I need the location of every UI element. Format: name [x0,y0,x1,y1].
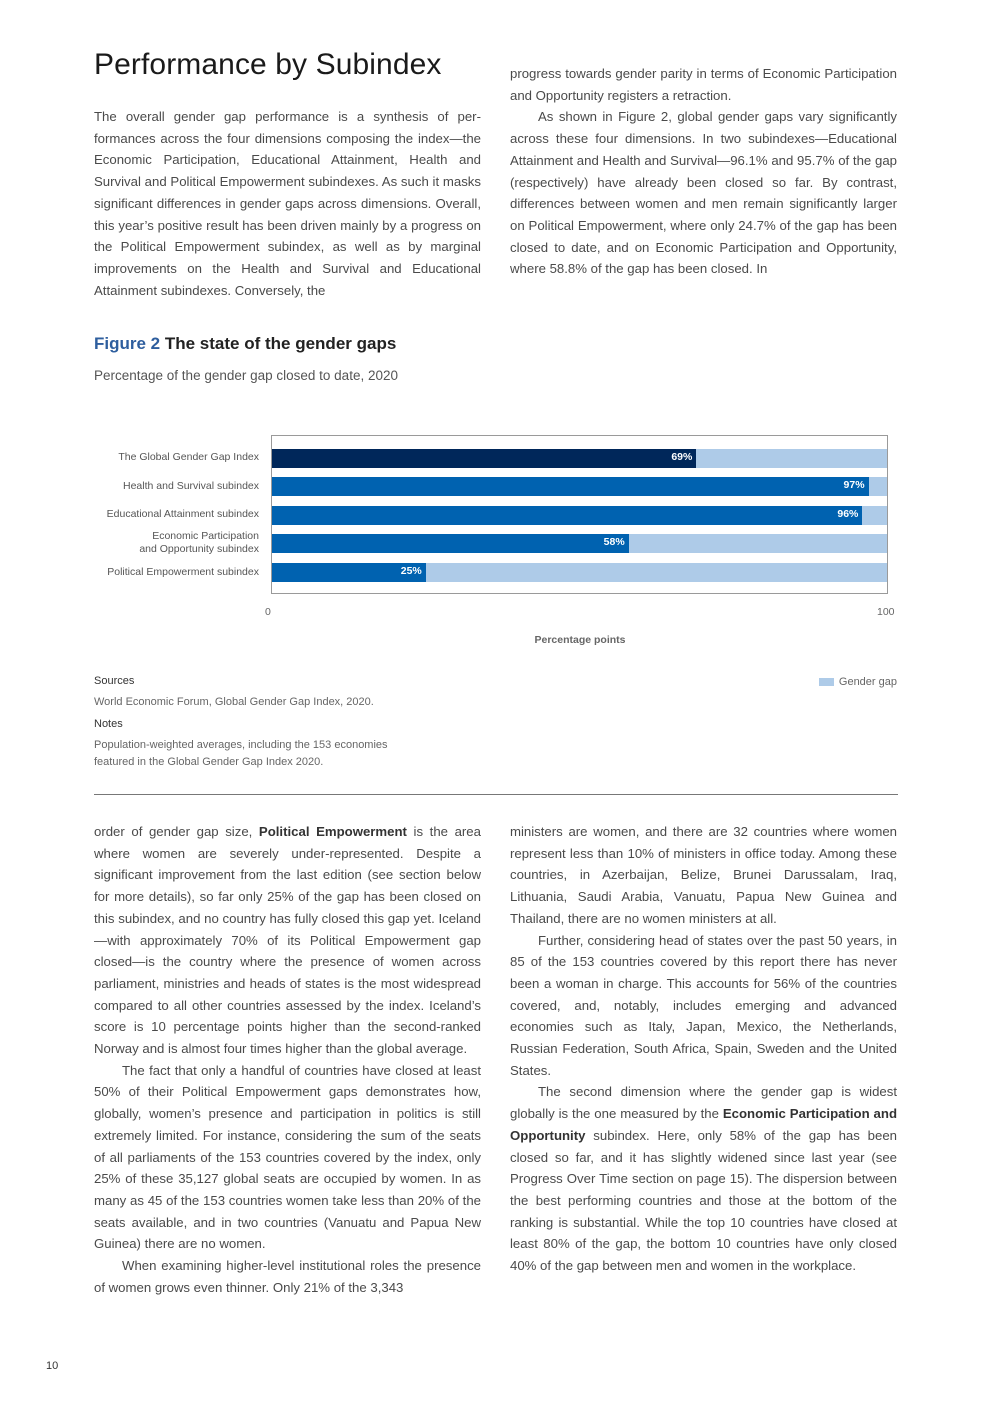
bar-value-label: 25% [400,565,422,577]
political-empowerment-paragraph: order of gender gap size, Political Empowerment is the area where women are severely under-represented. Despite a significant improvement from the last edition (see section below for more details), so far only 25% of the gap has been closed on this subindex, and no country has fully closed this gap yet. Iceland—with approximately 70% of its Political Empowerment gap closed—is the country where the presence of women across parliament, ministries and heads of states is the most widespread compared to all other countries assessed by the index. Iceland’s score is 10 percentage points higher than the second-ranked Norway and is almost four times higher than the global average. [94,824,481,1057]
intro-paragraph: The overall gender gap performance is a synthesis of performances across the four dimensions composing the index—the Economic Participation, Educational Attainment, Health and Survival and Political Empowerment subindexes. As such it masks significant differences in gender gaps across dimensions. Overall, this year’s positive result has been driven mainly by a progress on the Political Empowerment subindex, as well as by marginal improvements on the Health and Survival and Educational Attainment subindexes. Conversely, the [94,109,481,298]
bar-row-health-survival [272,477,887,496]
section-divider [94,794,898,795]
page-number: 10 [46,1360,59,1372]
intro-right-column [510,63,897,280]
bar-value-label: 69% [671,451,693,463]
heads-of-state-paragraph: Further, considering head of states over the past 50 years, in 85 of the 153 countries covered by this report there has never been a woman in charge. This accounts for 56% of the countries covered, and, notably, includes emerging and advanced economies such as Italy, Japan, Mexico, the Netherlands, Russian Federation, South Africa, Spain, Sweden and the United States. [510,932,897,1078]
figure-reference-paragraph: As shown in Figure 2, global gender gaps vary significantly across these four dimensions. In two subindexes—Educational Attainment and Health and Survival—96.1% and 95.7% of the gap (respectively) have already been closed so far. By contrast, differences between women and men remain significantly larger on Political Empowerment, where only 24.7% of the gap has been closed to date, and on Economic Participation and Opportunity, where 58.8% of the gap has been closed. In [510,109,897,277]
economic-participation-paragraph: The second dimension where the gender gap is widest globally is the one measured by the Economic Participation and Opportunity subindex. Here, only 58% of the gap has been closed so far, and it has slightly widened since last year (see Progress Over Time section on page 15). The dispersion between the best performing countries and those at the bottom of the ranking is substantial. While the top 10 countries have closed at least 80% of the gap, the bottom 10 countries have only closed 40% of the gap between men and women in the workplace. [510,1084,897,1274]
intro-left-column [94,106,481,301]
institutional-roles-paragraph: When examining higher-level institutional roles the presence of women grows even thinner. Only 21% of the 3,343 [94,1258,481,1295]
sources-heading: Sources [94,675,135,687]
figure-number: Figure 2 [94,334,161,353]
category-label: Health and Survival subindex [123,480,259,492]
chart-legend [819,676,897,688]
bar-chart-plot-area [271,435,888,594]
bar-row-global-index [272,449,887,468]
x-tick-max: 100 [877,606,895,618]
ministers-paragraph: ministers are women, and there are 32 countries where women represent less than 10% of ministers in office today. Among these countries, in Azerbaijan, Belize, Brunei Darussalam, Iraq, Lithuania, Saudi Arabia, Vanuatu, Papua New Guinea and Thailand, there are no women ministers at all. [510,824,897,926]
gap-closed-bar [272,506,862,525]
body-right-column [510,821,897,1277]
bar-row-economic-participation [272,534,887,553]
intro-paragraph-continued: progress towards gender parity in terms of Economic Participation and Opportunity registers a retraction. [510,66,897,103]
notes-text: Population-weighted averages, including the 153 economies featured in the Global Gender Gap Index 2020. [94,739,388,768]
legend-swatch-icon [819,678,834,686]
bar-row-educational-attainment [272,506,887,525]
gap-closed-bar [272,563,426,582]
page-title: Performance by Subindex [94,48,442,81]
gap-closed-bar [272,449,696,468]
figure-caption: The state of the gender gaps [164,334,397,353]
bar-value-label: 97% [843,479,865,491]
category-label: Political Empowerment subindex [107,566,259,578]
sources-text: World Economic Forum, Global Gender Gap Index, 2020. [94,696,374,708]
legend-label: Gender gap [838,676,897,688]
gap-closed-bar [272,534,629,553]
bar-row-political-empowerment [272,563,887,582]
bar-value-label: 58% [603,536,625,548]
gap-closed-bar [272,477,869,496]
category-label: Economic Participation and Opportunity subindex [139,530,259,555]
body-left-column [94,821,481,1298]
x-axis-label: Percentage points [534,634,626,646]
figure-title [94,334,396,354]
bar-value-label: 96% [837,508,859,520]
figure-subtitle: Percentage of the gender gap closed to date, 2020 [94,368,398,383]
category-label: Educational Attainment subindex [106,508,259,520]
x-tick-min: 0 [265,606,271,618]
notes-heading: Notes [94,718,123,730]
category-label: The Global Gender Gap Index [118,451,259,463]
parliament-seats-paragraph: The fact that only a handful of countries have closed at least 50% of their Political Empowerment gaps demonstrates how, globally, women’s presence and participation in politics is still extremely limited. For instance, considering the sum of the seats of all parliaments of the 153 countries covered by the index, only 25% of these 35,127 global seats are occupied by women. In as many as 45 of the 153 countries women take less than 20% of the seats available, and in two countries (Vanuatu and Papua New Guinea) there are no women. [94,1062,481,1252]
